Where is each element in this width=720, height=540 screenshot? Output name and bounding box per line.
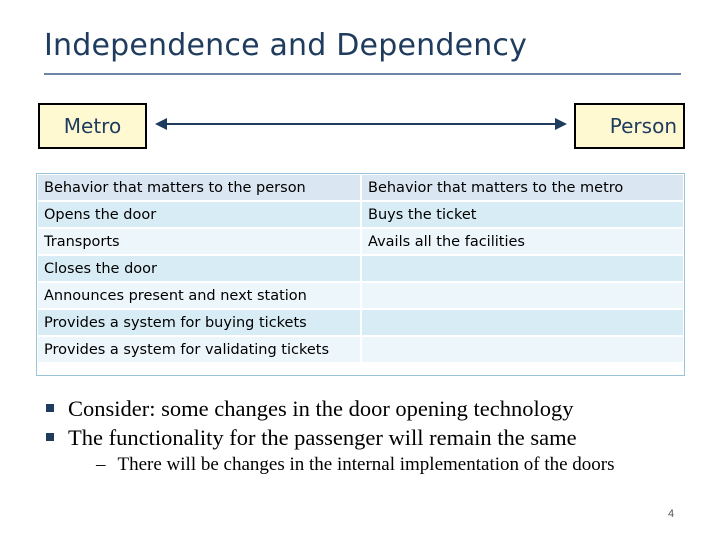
title-divider: [44, 73, 681, 75]
table-row: [37, 309, 684, 336]
sub-bullet-text: There will be changes in the internal implementation of the doors: [117, 454, 615, 475]
table-cell: [361, 336, 684, 363]
bullet-text: Consider: some changes in the door opening technology: [68, 396, 574, 421]
table-cell: Announces present and next station: [37, 282, 361, 309]
square-bullet-icon: [46, 433, 54, 441]
table-cell: [361, 282, 684, 309]
bullet-item: [46, 394, 615, 423]
bullet-item: [46, 423, 615, 452]
person-box: [574, 103, 685, 149]
table-cell: Buys the ticket: [361, 201, 684, 228]
dash-bullet-icon: –: [96, 454, 106, 475]
table-cell: Provides a system for buying tickets: [37, 309, 361, 336]
table-row: [37, 282, 684, 309]
double-arrow-icon: [155, 112, 567, 136]
table-header-cell: Behavior that matters to the metro: [361, 174, 684, 201]
table-row: [37, 228, 684, 255]
table-cell: Closes the door: [37, 255, 361, 282]
table-row: [37, 255, 684, 282]
table-cell: Avails all the facilities: [361, 228, 684, 255]
table-row: [37, 201, 684, 228]
table-cell: Provides a system for validating tickets: [37, 336, 361, 363]
person-label: Person: [609, 114, 677, 138]
slide-title: Independence and Dependency: [44, 28, 528, 63]
behavior-table: [36, 173, 685, 364]
table-header-cell: Behavior that matters to the person: [37, 174, 361, 201]
table-cell: Transports: [37, 228, 361, 255]
table-cell: [361, 309, 684, 336]
table-row: [37, 336, 684, 363]
bullet-text: The functionality for the passenger will remain the same: [68, 425, 577, 450]
page-number: 4: [668, 508, 675, 520]
metro-box: [38, 103, 147, 149]
sub-bullet-item: [96, 452, 615, 478]
metro-label: Metro: [63, 114, 122, 138]
table-header-row: [37, 174, 684, 201]
bullet-list: [46, 394, 615, 478]
square-bullet-icon: [46, 404, 54, 412]
table-cell: Opens the door: [37, 201, 361, 228]
table-cell: [361, 255, 684, 282]
